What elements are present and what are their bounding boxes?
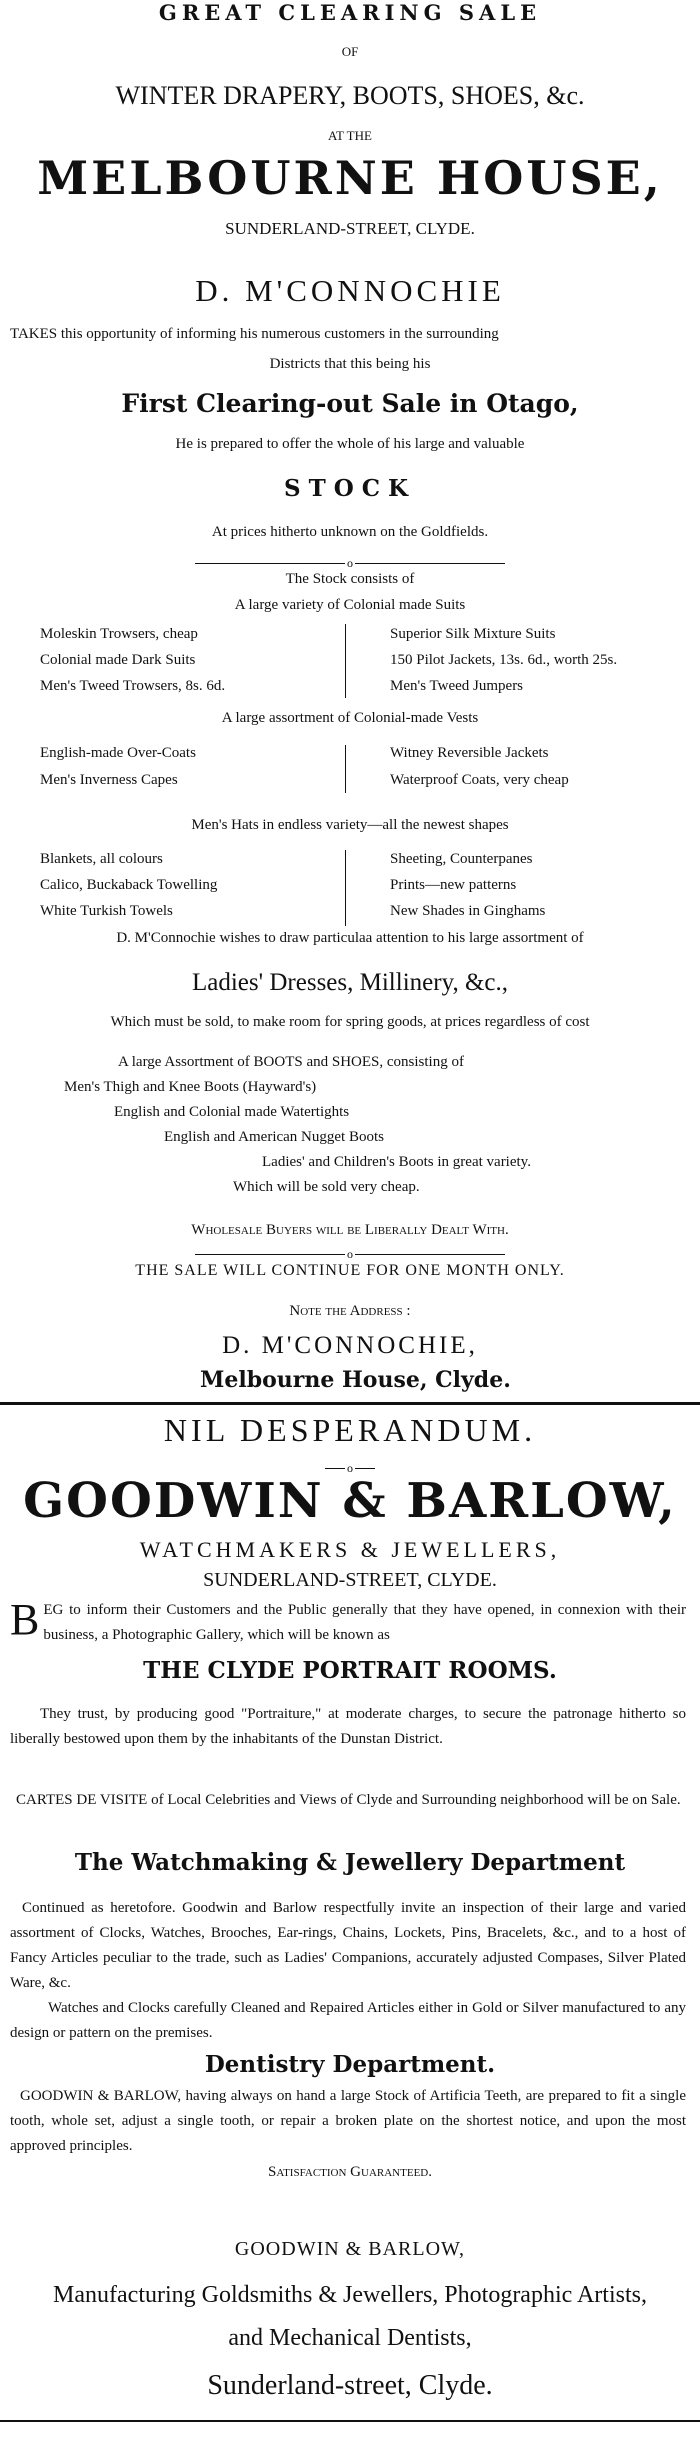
list-item: Prints—new patterns bbox=[390, 877, 517, 893]
separator: o bbox=[0, 1246, 700, 1261]
footer-line-3: Sunderland-street, Clyde. bbox=[207, 2370, 493, 2401]
clearing-sale-title: First Clearing-out Sale in Otago, bbox=[121, 389, 579, 418]
ad-divider-rule bbox=[0, 1402, 700, 1405]
prices-line: At prices hitherto unknown on the Goldfields. bbox=[211, 524, 489, 540]
list-item: Blankets, all colours bbox=[40, 851, 163, 867]
list-item: A large Assortment of BOOTS and SHOES, consisting of bbox=[118, 1054, 464, 1070]
bottom-rule bbox=[0, 2420, 700, 2422]
intro-paragraph bbox=[10, 1595, 686, 1648]
sale-headline: GREAT CLEARING SALE bbox=[158, 0, 542, 25]
list-item: Moleskin Trowsers, cheap bbox=[40, 626, 198, 642]
separator: o bbox=[0, 555, 700, 570]
at-the-line: AT THE bbox=[328, 128, 372, 143]
column-divider bbox=[345, 850, 346, 926]
guarantee-line: Satisfaction Guaranteed. bbox=[268, 2164, 432, 2180]
list-item: Ladies' and Children's Boots in great variety. bbox=[262, 1154, 531, 1170]
intro-line-1: TAKES this opportunity of informing his numerous customers in the surrounding bbox=[10, 326, 499, 342]
footer-line-1: Manufacturing Goldsmiths & Jewellers, Photographic Artists, bbox=[53, 2282, 647, 2308]
list-item: Witney Reversible Jackets bbox=[390, 745, 549, 761]
stock-title: STOCK bbox=[283, 475, 417, 502]
suits-intro: A large variety of Colonial made Suits bbox=[234, 597, 466, 613]
offer-line: He is prepared to offer the whole of his large and valuable bbox=[175, 436, 525, 452]
ladies-title: Ladies' Dresses, Millinery, &c., bbox=[191, 969, 508, 996]
list-item: Which will be sold very cheap. bbox=[233, 1179, 420, 1195]
list-item: Colonial made Dark Suits bbox=[40, 652, 196, 668]
stock-consists: The Stock consists of bbox=[285, 571, 415, 587]
dentistry-title: Dentistry Department. bbox=[204, 2051, 496, 2078]
list-item: Calico, Buckaback Towelling bbox=[40, 877, 218, 893]
watch-dept-title: The Watchmaking & Jewellery Department bbox=[74, 1849, 626, 1876]
intro-text: EG to inform their Customers and the Public generally that they have opened, in connexion with their business, a Photographic Gallery, which will be known as bbox=[43, 1602, 686, 1643]
house-name: MELBOURNE HOUSE, bbox=[37, 151, 663, 205]
footer-line-2: and Mechanical Dentists, bbox=[228, 2325, 472, 2351]
boots-list bbox=[0, 1050, 700, 1200]
list-item: Superior Silk Mixture Suits bbox=[390, 626, 556, 642]
of-line: OF bbox=[341, 44, 359, 59]
list-item: Waterproof Coats, very cheap bbox=[390, 772, 569, 788]
motto: NIL DESPERANDUM. bbox=[163, 1412, 537, 1448]
cartes-paragraph: CARTES DE VISITE of Local Celebrities and Views of Clyde and Surrounding neighborhood will be on Sale. bbox=[16, 1792, 681, 1808]
street-line: SUNDERLAND-STREET, CLYDE. bbox=[225, 219, 475, 238]
sold-line: Which must be sold, to make room for spring goods, at prices regardless of cost bbox=[110, 1014, 590, 1030]
street-line: SUNDERLAND-STREET, CLYDE. bbox=[203, 1569, 497, 1591]
intro-line-2: Districts that this being his bbox=[269, 356, 431, 372]
list-item: Men's Tweed Jumpers bbox=[390, 678, 524, 694]
separator: o bbox=[0, 1460, 700, 1475]
column-divider bbox=[345, 745, 346, 793]
repair-paragraph: Watches and Clocks carefully Cleaned and Repaired Articles either in Gold or Silver manufactured to any design or pattern on the premises. bbox=[10, 2000, 686, 2041]
signature-house: Melbourne House, Clyde. bbox=[200, 1367, 511, 1393]
watch-paragraph: Continued as heretofore. Goodwin and Barlow respectfully invite an inspection of their large and varied assortment of Clocks, Watches, Brooches, Ear-rings, Chains, Lockets, Pins, Bracelets, &c., and to a host of Fancy Articles peculiar to the trade, such as Ladies' Companions, accurately adjusted Compases, Silver Plated Ware, &c. bbox=[10, 1900, 686, 1991]
hats-line: Men's Hats in endless variety—all the newest shapes bbox=[191, 817, 509, 833]
list-item: Men's Inverness Capes bbox=[40, 772, 178, 788]
list-item: Sheeting, Counterpanes bbox=[390, 851, 533, 867]
trade-line: WATCHMAKERS & JEWELLERS, bbox=[139, 1537, 561, 1562]
column-divider bbox=[345, 624, 346, 698]
gallery-title: THE CLYDE PORTRAIT ROOMS. bbox=[143, 1657, 557, 1684]
duration-line: THE SALE WILL CONTINUE FOR ONE MONTH ONLY. bbox=[135, 1262, 565, 1279]
list-item: White Turkish Towels bbox=[40, 903, 173, 919]
signature-name: D. M'CONNOCHIE, bbox=[222, 1332, 478, 1359]
drop-cap: B bbox=[10, 1595, 40, 1644]
attention-line: D. M'Connochie wishes to draw particulaa attention to his large assortment of bbox=[116, 930, 584, 946]
footer-firm: GOODWIN & BARLOW, bbox=[234, 2238, 466, 2260]
list-item: English and American Nugget Boots bbox=[164, 1129, 384, 1145]
firm-name: GOODWIN & BARLOW, bbox=[23, 1473, 677, 1529]
list-item: English-made Over-Coats bbox=[40, 745, 196, 761]
list-item: Men's Tweed Trowsers, 8s. 6d. bbox=[40, 678, 226, 694]
list-item: New Shades in Ginghams bbox=[390, 903, 546, 919]
proprietor-name: D. M'CONNOCHIE bbox=[195, 273, 505, 308]
vests-line: A large assortment of Colonial-made Vests bbox=[221, 710, 479, 726]
list-item: English and Colonial made Watertights bbox=[114, 1104, 350, 1120]
dentistry-paragraph: GOODWIN & BARLOW, having always on hand a large Stock of Artificia Teeth, are prepared to fit a single tooth, whole set, adjust a single tooth, or repair a broken plate on the shortest notice, and upon the most approved principles. bbox=[10, 2088, 686, 2154]
portrait-paragraph: They trust, by producing good "Portraiture," at moderate charges, to secure the patronage hitherto so liberally bestowed upon them by the inhabitants of the Dunstan District. bbox=[10, 1706, 686, 1747]
list-item: Men's Thigh and Knee Boots (Hayward's) bbox=[64, 1079, 317, 1095]
goods-line: WINTER DRAPERY, BOOTS, SHOES, &c. bbox=[115, 81, 585, 110]
note-address: Note the Address : bbox=[289, 1303, 411, 1319]
wholesale-line: Wholesale Buyers will be Liberally Dealt With. bbox=[191, 1222, 509, 1238]
list-item: 150 Pilot Jackets, 13s. 6d., worth 25s. bbox=[390, 652, 618, 668]
